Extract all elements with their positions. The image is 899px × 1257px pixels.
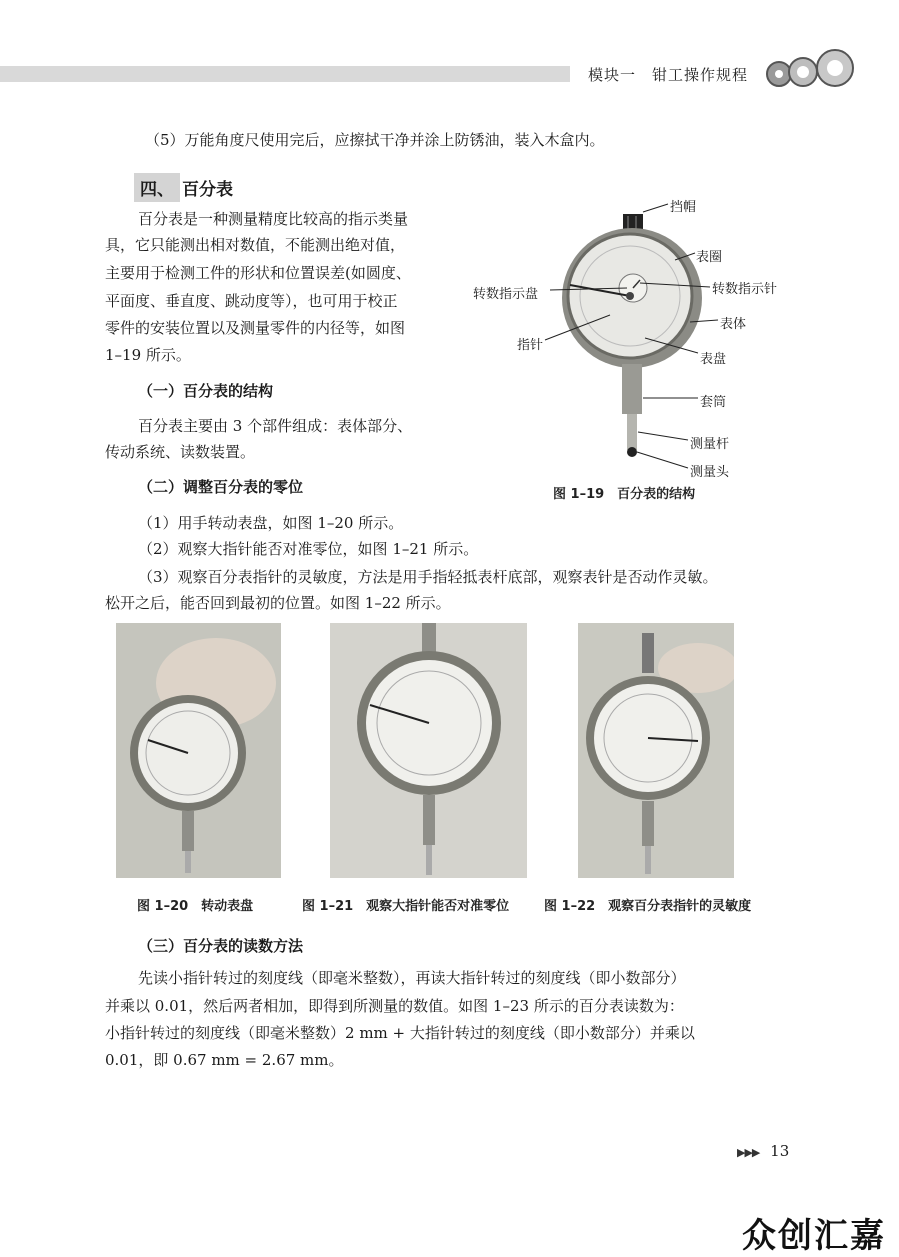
- intro-line-4: 平面度、垂直度、跳动度等），也可用于校正: [105, 292, 398, 310]
- gears-icon: [765, 48, 865, 92]
- label-zhuanshu-pan: 转数指示盘: [473, 287, 539, 302]
- structure-line-2: 传动系统、读数装置。: [105, 443, 256, 461]
- intro-line-2: 具，它只能测出相对数值，不能测出绝对值，: [105, 236, 406, 254]
- photo-fig-1-22: [578, 623, 734, 878]
- label-tao-tong: 套筒: [700, 395, 727, 410]
- reading-line-4: 0.01，即 0.67 mm = 2.67 mm。: [105, 1051, 344, 1069]
- watermark-logo: 众创汇嘉: [742, 1216, 886, 1256]
- label-biao-pan: 表盘: [700, 352, 727, 367]
- label-celiang-tou: 测量头: [690, 465, 730, 480]
- caption-fig-1-20: 图 1–20 转动表盘: [137, 899, 254, 914]
- section-number: 四、: [134, 173, 180, 202]
- intro-line-5: 零件的安装位置以及测量零件的内径等，如图: [105, 319, 406, 337]
- section-title: 百分表: [182, 179, 233, 200]
- page-number-value: 13: [770, 1142, 790, 1160]
- photo-fig-1-21: [330, 623, 527, 878]
- zero-step-3: （3）观察百分表指针的灵敏度，方法是用手指轻抵表杆底部，观察表针是否动作灵敏。: [138, 568, 718, 586]
- label-zhi-zhen: 指针: [517, 338, 544, 353]
- reading-line-3: 小指针转过的刻度线（即毫米整数）2 mm + 大指针转过的刻度线（即小数部分）并乘以: [105, 1024, 695, 1042]
- section-heading: [134, 173, 233, 201]
- caption-fig-1-19: 图 1–19 百分表的结构: [553, 487, 696, 502]
- subsection-zero: （二）调整百分表的零位: [138, 478, 304, 496]
- zero-step-3-cont: 松开之后，能否回到最初的位置。如图 1–22 所示。: [105, 594, 451, 612]
- intro-line-3: 主要用于检测工件的形状和位置误差(如圆度、: [105, 264, 411, 282]
- triple-arrow-icon: ▶▶▶: [737, 1146, 760, 1159]
- structure-line-1: 百分表主要由 3 个部件组成：表体部分、: [138, 417, 413, 435]
- label-dang-mao: 挡帽: [670, 200, 697, 215]
- label-biao-quan: 表圈: [696, 250, 723, 265]
- subsection-reading: （三）百分表的读数方法: [138, 937, 304, 955]
- reading-line-1: 先读小指针转过的刻度线（即毫米整数），再读大指针转过的刻度线（即小数部分）: [138, 969, 686, 987]
- intro-line-6: 1–19 所示。: [105, 346, 191, 364]
- reading-line-2: 并乘以 0.01，然后两者相加，即得到所测量的数值。如图 1–23 所示的百分表读数为：: [105, 997, 684, 1015]
- header-bar: [0, 66, 570, 82]
- page-number: [737, 1142, 789, 1160]
- label-zhuanshu-zhen: 转数指示针: [712, 282, 778, 297]
- subsection-structure: （一）百分表的结构: [138, 382, 274, 400]
- chapter-title: 模块一 钳工操作规程: [588, 66, 749, 84]
- zero-step-1: （1）用手转动表盘，如图 1–20 所示。: [138, 514, 404, 532]
- label-celiang-gan: 测量杆: [690, 437, 730, 452]
- photo-fig-1-20: [116, 623, 281, 878]
- label-biao-ti: 表体: [720, 317, 747, 332]
- caption-fig-1-21: 图 1–21 观察大指针能否对准零位: [302, 899, 510, 914]
- paragraph-step5: （5）万能角度尺使用完后，应擦拭干净并涂上防锈油，装入木盒内。: [145, 131, 605, 149]
- zero-step-2: （2）观察大指针能否对准零位，如图 1–21 所示。: [138, 540, 479, 558]
- intro-line-1: 百分表是一种测量精度比较高的指示类量: [138, 210, 409, 228]
- caption-fig-1-22: 图 1–22 观察百分表指针的灵敏度: [544, 899, 752, 914]
